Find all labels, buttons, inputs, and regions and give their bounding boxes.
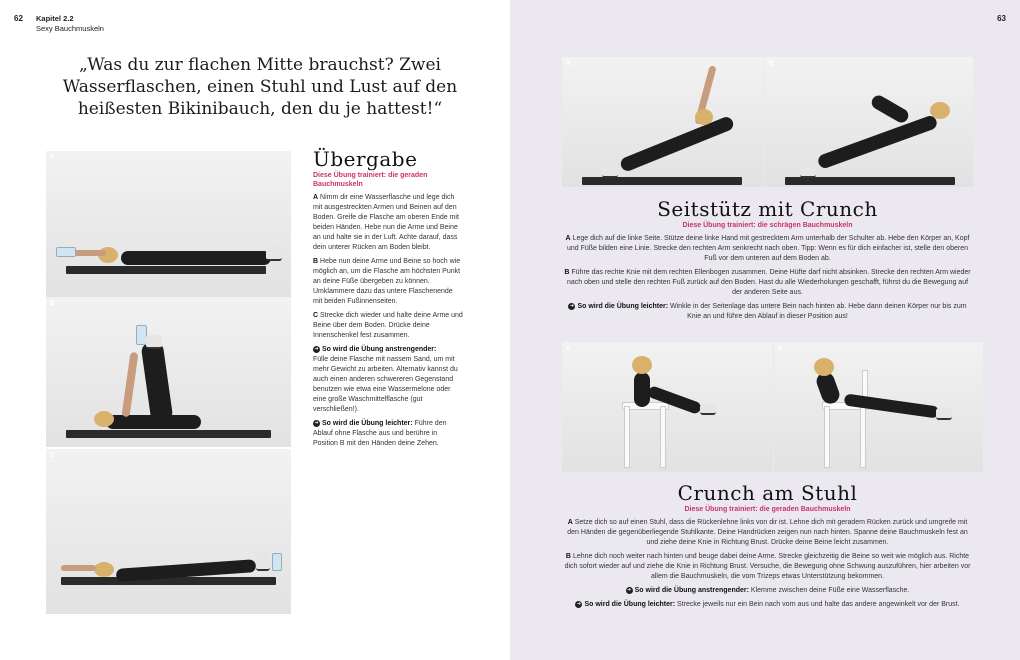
tip-harder: ➜ So wird die Übung anstrengender: Fülle deine Flasche mit nassem Sand, um mit mehr Gewicht zu arbeiten. Alternativ kannst du auch einen anderen schwereren Gegenstand benutzen wie etwa eine Wassermelone oder eine große Waschmittelflasche (gut verschließen!). [313,345,458,413]
photo-tag: B [50,300,55,307]
chair-leg [660,406,666,468]
exercise-target: Diese Übung trainiert: die schrägen Bauchmuskeln [682,222,853,229]
exercise-title: Seitstütz mit Crunch [657,197,878,221]
chapter-heading [36,14,104,34]
chair-leg [624,406,630,468]
arrow-circle-icon: ➜ [576,600,582,607]
step-a: A Nimm dir eine Wasserflasche und lege dich mit ausgestreckten Armen und Beinen auf den Boden. Greife die Flasche am oberen Ende mit beiden Händen. Hebe nun die Arme und Beine an und halte sie in der Luft. Achte darauf, dass dein unterer Rücken am Boden bleibt. [313,194,459,251]
pull-quote: „Was du zur flachen Mitte brauchst? Zwei Wasserflaschen, einen Stuhl und Lust auf den heißesten Bikinibauch, den du je hattest!“ [62,55,458,119]
chair-leg [824,406,830,468]
arrow-circle-icon: ➜ [314,419,319,426]
arrow-circle-icon: ➜ [569,302,575,309]
athlete-figure [816,114,938,170]
step-b: B Führe das rechte Knie mit dem rechten Ellenbogen zusammen. Deine Hüfte darf nicht absinken. Strecke den rechten Arm wieder nach oben und stelle den rechten Fuß zurück auf den Boden. Hast du alle Wiederholungen geschafft, führst du die Bewegung auf der anderen Seite aus. [564,269,971,296]
exercise-instructions [313,193,463,453]
water-bottle [56,247,76,257]
athlete-head [930,102,950,119]
athlete-head [695,109,713,125]
photo-chair-crunch-b [774,342,983,472]
athlete-figure [634,372,650,407]
exercise-instructions [562,234,973,326]
photo-side-plank-a [562,57,764,187]
photo-chair-crunch-a [562,342,773,472]
step-c: C Strecke dich wieder und halte deine Arme und Beine über dem Boden. Drücke deine Innenschenkel fest zusammen. [313,312,463,339]
exercise-mat [66,430,271,438]
chair-leg [860,406,866,468]
tip-easier: ➜ So wird die Übung leichter: Strecke jeweils nur ein Bein nach vorn aus und halte das andere angewinkelt vor der Brust. [576,600,960,608]
photo-side-plank-b [765,57,973,187]
athlete-figure [121,251,271,265]
exercise-target: Diese Übung trainiert: die geraden Bauchmuskeln [313,172,428,188]
athlete-legs [141,341,174,423]
photo-exercise-a [46,151,291,297]
step-b: B Hebe nun deine Arme und Beine so hoch wie möglich an, um die Flasche am höchsten Punkt an deine Füße übergeben zu können. Umklammere dazu das untere Flaschenende mit beiden Fußinnenseiten. [313,258,461,305]
athlete-legs [844,393,940,418]
athlete-head [94,411,114,427]
athlete-head [814,358,834,376]
photo-exercise-c [46,449,291,614]
exercise-mat [582,177,742,185]
photo-tag: A [50,154,55,161]
tip-easier: ➜ So wird die Übung leichter: Führe den Ablauf ohne Flasche aus und berühre in Position B mit den Händen deine Zehen. [313,419,447,447]
exercise-target: Diese Übung trainiert: die geraden Bauchmuskeln [684,506,851,513]
athlete-shoe [146,335,162,349]
athlete-shoe [256,551,270,571]
athlete-shoe [700,404,716,415]
photo-tag: A [566,345,571,352]
athlete-shoe [266,245,282,261]
right-page [510,0,1020,660]
athlete-head [94,562,114,577]
athlete-shoe [602,167,618,178]
athlete-arms [61,565,96,571]
athlete-legs [647,385,703,415]
exercise-title: Übergabe [313,147,418,171]
photo-tag: B [778,345,783,352]
athlete-figure [814,370,842,406]
athlete-figure [619,115,736,173]
athlete-shoe [800,167,816,178]
athlete-shoe [936,408,952,420]
page-number: 63 [997,14,1006,23]
tip-easier: ➜ So wird die Übung leichter: Winkle in der Seitenlage das untere Bein nach hinten ab. Hebe dann deinen Körper nur bis zum Knie an und führe den Ablauf in dieser Position aus! [569,302,967,320]
athlete-arms [71,250,106,256]
exercise-instructions [562,518,973,614]
chapter-subtitle: Sexy Bauchmuskeln [36,24,104,33]
exercise-mat [785,177,955,185]
arrow-circle-icon: ➜ [314,345,319,352]
photo-tag: B [769,60,774,67]
exercise-title: Crunch am Stuhl [677,481,858,505]
tip-harder: ➜ So wird die Übung anstrengender: Klemme zwischen deine Füße eine Wasserflasche. [627,586,910,594]
water-bottle [272,553,282,571]
exercise-mat [66,266,266,274]
athlete-arms [122,352,139,417]
arrow-circle-icon: ➜ [627,586,632,593]
page-number: 62 [14,14,23,23]
athlete-knee [869,93,911,125]
chapter-label: Kapitel 2.2 [36,14,74,23]
photo-tag: A [566,60,571,67]
athlete-head [632,356,652,374]
step-a: A Lege dich auf die linke Seite. Stütze deine linke Hand mit gestrecktem Arm unterhalb der Schulter ab. Hebe den Körper an, Kopf und Füße bilden eine Linie. Strecke den rechten Arm senkrecht nach oben. Tipp: Wenn es für dich einfacher ist, stelle den oberen Fuß vor dem unteren auf dem Boden ab. [565,235,970,262]
step-b: B Lehne dich noch weiter nach hinten und beuge dabei deine Arme. Strecke gleichzeitig die Beine so weit wie möglich aus. Richte dich sofort wieder auf und ziehe die Knie in Richtung Brust. Versuche, die Bewegung ohne Schwung auszuführen, hier arbeiten vor allem die Bauchmuskeln, die vom Trizeps etwas Unterstützung bekommen. [564,553,971,580]
photo-exercise-b [46,297,291,447]
step-a: A Setze dich so auf einen Stuhl, dass die Rückenlehne links von dir ist. Lehne dich mit geradem Rücken zurück und umgreife mit den Händen die gegenüberliegende Stuhlkante. Deine Handrücken zeigen nun nach hinten. Spanne deine Bauchmuskeln fest an und ziehe deine Knie in Richtung Brust. Drücke deine Beine leicht zusammen. [567,519,968,546]
photo-tag: C [50,452,55,459]
